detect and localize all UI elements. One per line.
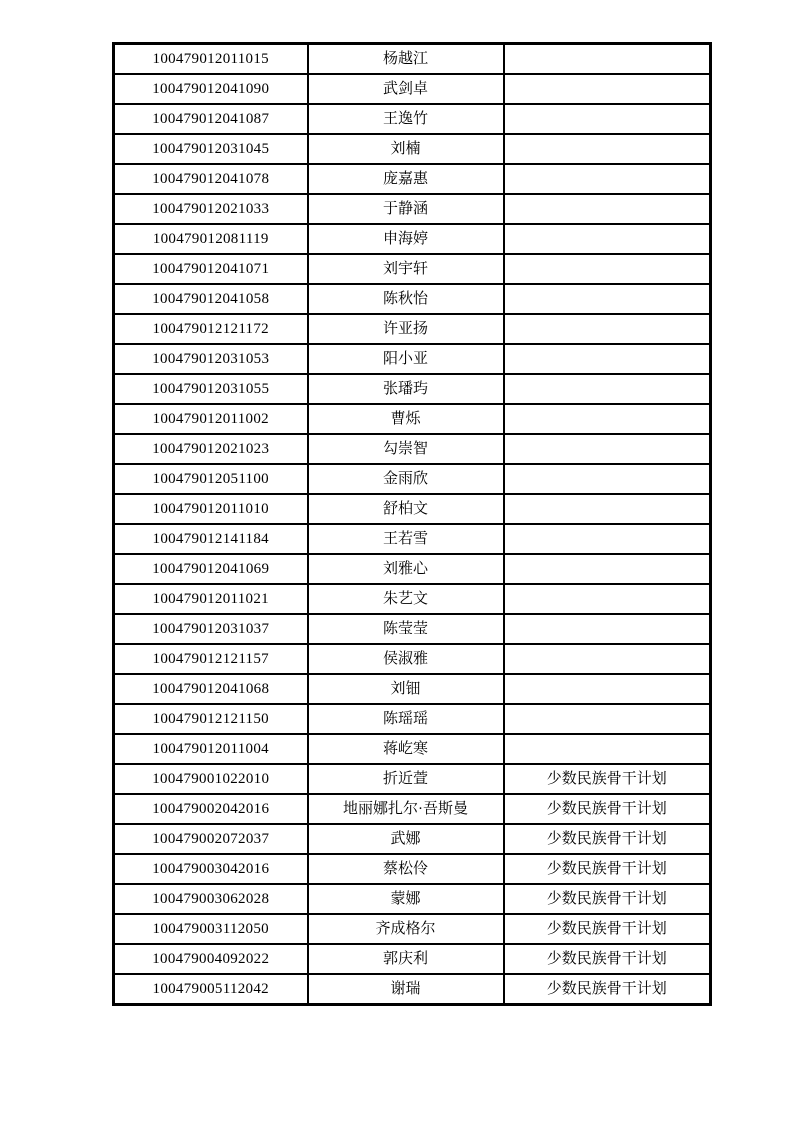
cell-candidate-id: 100479012041090 <box>114 74 308 104</box>
cell-candidate-id: 100479004092022 <box>114 944 308 974</box>
table-row <box>114 554 711 584</box>
cell-candidate-id: 100479012041078 <box>114 164 308 194</box>
cell-candidate-id: 100479012041071 <box>114 254 308 284</box>
table-row <box>114 134 711 164</box>
cell-plan-remark <box>504 44 711 75</box>
cell-plan-remark <box>504 644 711 674</box>
table-row <box>114 74 711 104</box>
roster-table-body <box>114 44 711 1005</box>
cell-candidate-name: 金雨欣 <box>308 464 504 494</box>
table-row <box>114 344 711 374</box>
table-row <box>114 374 711 404</box>
cell-candidate-name: 王逸竹 <box>308 104 504 134</box>
table-row <box>114 494 711 524</box>
cell-plan-remark <box>504 194 711 224</box>
table-row <box>114 644 711 674</box>
table-row <box>114 194 711 224</box>
cell-candidate-id: 100479012011004 <box>114 734 308 764</box>
table-row <box>114 44 711 75</box>
table-row <box>114 944 711 974</box>
cell-plan-remark <box>504 464 711 494</box>
table-row <box>114 404 711 434</box>
cell-candidate-name: 蒋屹寒 <box>308 734 504 764</box>
table-row <box>114 104 711 134</box>
cell-plan-remark <box>504 554 711 584</box>
table-row <box>114 434 711 464</box>
cell-candidate-id: 100479012031055 <box>114 374 308 404</box>
cell-plan-remark <box>504 434 711 464</box>
cell-plan-remark <box>504 524 711 554</box>
cell-candidate-id: 100479012011015 <box>114 44 308 75</box>
cell-candidate-id: 100479003112050 <box>114 914 308 944</box>
cell-plan-remark: 少数民族骨干计划 <box>504 854 711 884</box>
table-row <box>114 734 711 764</box>
cell-candidate-name: 勾崇智 <box>308 434 504 464</box>
cell-plan-remark: 少数民族骨干计划 <box>504 824 711 854</box>
table-row <box>114 824 711 854</box>
table-row <box>114 524 711 554</box>
cell-candidate-id: 100479012081119 <box>114 224 308 254</box>
cell-plan-remark <box>504 224 711 254</box>
table-row <box>114 704 711 734</box>
cell-plan-remark <box>504 284 711 314</box>
cell-candidate-name: 侯淑雅 <box>308 644 504 674</box>
cell-candidate-name: 曹烁 <box>308 404 504 434</box>
cell-candidate-name: 张璠玙 <box>308 374 504 404</box>
table-row <box>114 884 711 914</box>
cell-plan-remark <box>504 704 711 734</box>
cell-candidate-id: 100479012041069 <box>114 554 308 584</box>
cell-candidate-id: 100479001022010 <box>114 764 308 794</box>
cell-candidate-name: 王若雪 <box>308 524 504 554</box>
cell-candidate-id: 100479012041087 <box>114 104 308 134</box>
cell-candidate-id: 100479012011002 <box>114 404 308 434</box>
cell-candidate-name: 陈秋怡 <box>308 284 504 314</box>
cell-candidate-id: 100479012121172 <box>114 314 308 344</box>
cell-candidate-id: 100479012051100 <box>114 464 308 494</box>
cell-plan-remark <box>504 374 711 404</box>
cell-plan-remark <box>504 404 711 434</box>
table-row <box>114 314 711 344</box>
cell-plan-remark <box>504 584 711 614</box>
cell-candidate-id: 100479005112042 <box>114 974 308 1005</box>
cell-candidate-name: 舒柏文 <box>308 494 504 524</box>
cell-candidate-name: 陈莹莹 <box>308 614 504 644</box>
roster-table <box>112 42 712 1006</box>
cell-candidate-id: 100479012011021 <box>114 584 308 614</box>
cell-plan-remark: 少数民族骨干计划 <box>504 944 711 974</box>
cell-candidate-id: 100479012041058 <box>114 284 308 314</box>
cell-candidate-id: 100479012031053 <box>114 344 308 374</box>
cell-plan-remark: 少数民族骨干计划 <box>504 884 711 914</box>
cell-candidate-name: 地丽娜扎尔·吾斯曼 <box>308 794 504 824</box>
cell-candidate-id: 100479012011010 <box>114 494 308 524</box>
cell-candidate-name: 谢瑞 <box>308 974 504 1005</box>
cell-candidate-name: 折近萱 <box>308 764 504 794</box>
cell-candidate-name: 刘宇轩 <box>308 254 504 284</box>
table-row <box>114 614 711 644</box>
cell-candidate-name: 杨越江 <box>308 44 504 75</box>
cell-plan-remark <box>504 494 711 524</box>
table-row <box>114 584 711 614</box>
table-row <box>114 974 711 1005</box>
table-row <box>114 284 711 314</box>
table-row <box>114 794 711 824</box>
cell-candidate-name: 武剑卓 <box>308 74 504 104</box>
cell-candidate-id: 100479002072037 <box>114 824 308 854</box>
cell-candidate-name: 齐成格尔 <box>308 914 504 944</box>
cell-candidate-id: 100479012021023 <box>114 434 308 464</box>
cell-candidate-name: 许亚扬 <box>308 314 504 344</box>
cell-candidate-id: 100479012031037 <box>114 614 308 644</box>
cell-plan-remark: 少数民族骨干计划 <box>504 914 711 944</box>
table-row <box>114 854 711 884</box>
cell-plan-remark: 少数民族骨干计划 <box>504 974 711 1005</box>
cell-candidate-name: 陈瑶瑶 <box>308 704 504 734</box>
cell-candidate-name: 刘楠 <box>308 134 504 164</box>
cell-plan-remark <box>504 254 711 284</box>
cell-candidate-name: 武娜 <box>308 824 504 854</box>
table-row <box>114 164 711 194</box>
cell-plan-remark <box>504 164 711 194</box>
cell-candidate-id: 100479012031045 <box>114 134 308 164</box>
cell-candidate-id: 100479003042016 <box>114 854 308 884</box>
table-row <box>114 914 711 944</box>
cell-plan-remark <box>504 734 711 764</box>
cell-candidate-id: 100479002042016 <box>114 794 308 824</box>
cell-candidate-id: 100479012121150 <box>114 704 308 734</box>
cell-plan-remark: 少数民族骨干计划 <box>504 794 711 824</box>
cell-candidate-name: 庞嘉惠 <box>308 164 504 194</box>
table-row <box>114 764 711 794</box>
cell-plan-remark <box>504 104 711 134</box>
cell-candidate-id: 100479012121157 <box>114 644 308 674</box>
cell-candidate-id: 100479012021033 <box>114 194 308 224</box>
cell-candidate-name: 刘钿 <box>308 674 504 704</box>
cell-candidate-name: 刘雅心 <box>308 554 504 584</box>
cell-candidate-name: 蒙娜 <box>308 884 504 914</box>
cell-candidate-name: 郭庆利 <box>308 944 504 974</box>
cell-plan-remark <box>504 614 711 644</box>
cell-candidate-name: 朱艺文 <box>308 584 504 614</box>
cell-plan-remark <box>504 344 711 374</box>
table-row <box>114 674 711 704</box>
cell-plan-remark <box>504 314 711 344</box>
cell-plan-remark <box>504 74 711 104</box>
table-row <box>114 464 711 494</box>
cell-candidate-id: 100479012041068 <box>114 674 308 704</box>
cell-plan-remark <box>504 674 711 704</box>
cell-candidate-name: 申海婷 <box>308 224 504 254</box>
table-row <box>114 254 711 284</box>
cell-candidate-name: 蔡松伶 <box>308 854 504 884</box>
cell-candidate-name: 阳小亚 <box>308 344 504 374</box>
cell-candidate-name: 于静涵 <box>308 194 504 224</box>
cell-plan-remark: 少数民族骨干计划 <box>504 764 711 794</box>
table-row <box>114 224 711 254</box>
cell-plan-remark <box>504 134 711 164</box>
cell-candidate-id: 100479012141184 <box>114 524 308 554</box>
cell-candidate-id: 100479003062028 <box>114 884 308 914</box>
